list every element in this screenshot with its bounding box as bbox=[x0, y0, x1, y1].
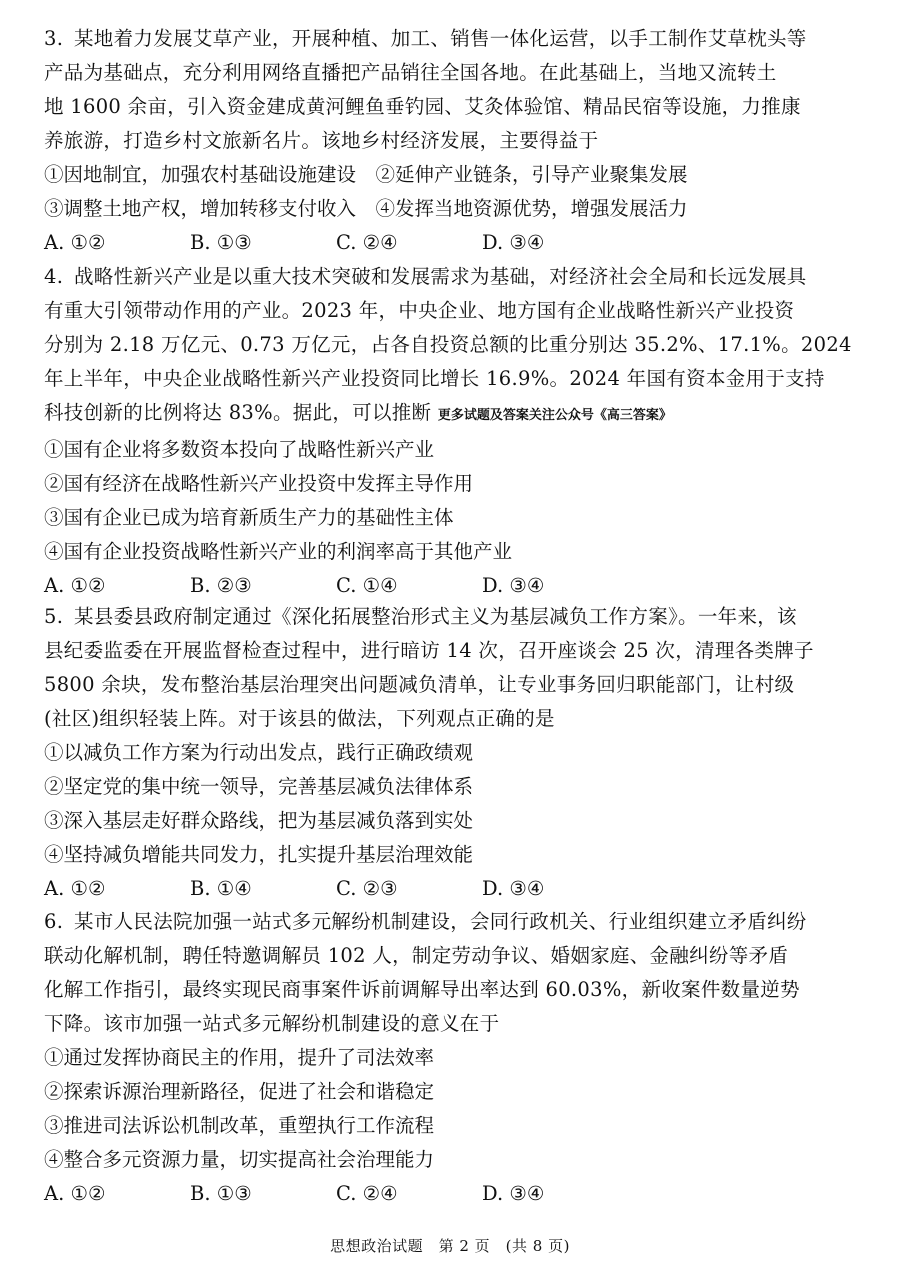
answer-choice-a: A. ①② bbox=[44, 1182, 106, 1205]
question-number: 4. bbox=[44, 265, 64, 288]
answer-choice-c: C. ②④ bbox=[336, 1182, 398, 1205]
question-stem-line: 联动化解机制，聘任特邀调解员 102 人，制定劳动争议、婚姻家庭、金融纠纷等矛盾 bbox=[44, 944, 789, 967]
answer-choice-d: D. ③④ bbox=[482, 1182, 545, 1205]
question-6 bbox=[44, 905, 880, 1211]
answer-choice-d: D. ③④ bbox=[482, 574, 545, 597]
statement-line: ②国有经济在战略性新兴产业投资中发挥主导作用 bbox=[44, 472, 474, 495]
question-stem-line: 产品为基础点，充分利用网络直播把产品销往全国各地。在此基础上，当地又流转土 bbox=[44, 61, 777, 84]
statement-line: ②探索诉源治理新路径，促进了社会和谐稳定 bbox=[44, 1080, 435, 1103]
answer-choices bbox=[44, 569, 880, 603]
question-stem-line: 分别为 2.18 万亿元、0.73 万亿元，占各自投资总额的比重分别达 35.2%、17.1%。2024 bbox=[44, 333, 852, 356]
answer-choice-a: A. ①② bbox=[44, 574, 106, 597]
answer-choices bbox=[44, 1177, 880, 1211]
watermark-text: 更多试题及答案关注公众号《高三答案》 bbox=[437, 408, 672, 423]
question-stem-line: 地 1600 余亩，引入资金建成黄河鲤鱼垂钓园、艾灸体验馆、精品民宿等设施，力推康 bbox=[44, 95, 801, 118]
question-5 bbox=[44, 600, 880, 906]
question-number: 6. bbox=[44, 910, 64, 933]
answer-choice-d: D. ③④ bbox=[482, 877, 545, 900]
answer-choice-d: D. ③④ bbox=[482, 231, 545, 254]
question-stem-line: 5. 某县委县政府制定通过《深化拓展整治形式主义为基层减负工作方案》。一年来，该 bbox=[44, 600, 880, 634]
answer-choice-c: C. ①④ bbox=[336, 574, 398, 597]
statement-line: ①通过发挥协商民主的作用，提升了司法效率 bbox=[44, 1046, 435, 1069]
answer-choices bbox=[44, 226, 880, 260]
question-stem-line: 县纪委监委在开展监督检查过程中，进行暗访 14 次，召开座谈会 25 次，清理各类牌子 bbox=[44, 639, 814, 662]
question-3 bbox=[44, 22, 880, 260]
answer-choice-b: B. ①③ bbox=[190, 1182, 252, 1205]
statement-line: ①因地制宜，加强农村基础设施建设 ②延伸产业链条，引导产业聚集发展 bbox=[44, 163, 688, 186]
statement-line: ①以减负工作方案为行动出发点，践行正确政绩观 bbox=[44, 741, 474, 764]
statement-line: ③推进司法诉讼机制改革，重塑执行工作流程 bbox=[44, 1114, 435, 1137]
question-number: 5. bbox=[44, 605, 64, 628]
answer-choice-c: C. ②④ bbox=[336, 231, 398, 254]
page-footer: 思想政治试题 第 2 页 (共 8 页) bbox=[330, 1237, 570, 1255]
question-stem-line: (社区)组织轻装上阵。对于该县的做法，下列观点正确的是 bbox=[44, 707, 555, 730]
statement-line: ④国有企业投资战略性新兴产业的利润率高于其他产业 bbox=[44, 540, 513, 563]
statement-line: ②坚定党的集中统一领导，完善基层减负法律体系 bbox=[44, 775, 474, 798]
answer-choice-b: B. ①③ bbox=[190, 231, 252, 254]
statement-line: ③调整土地产权，增加转移支付收入 ④发挥当地资源优势，增强发展活力 bbox=[44, 197, 688, 220]
question-stem-line: 年上半年，中央企业战略性新兴产业投资同比增长 16.9%。2024 年国有资本金用于支持 bbox=[44, 367, 825, 390]
question-stem-line: 养旅游，打造乡村文旅新名片。该地乡村经济发展，主要得益于 bbox=[44, 129, 599, 152]
question-stem-line: 下降。该市加强一站式多元解纷机制建设的意义在于 bbox=[44, 1012, 500, 1035]
question-stem-line: 科技创新的比例将达 83%。据此，可以推断 更多试题及答案关注公众号《高三答案》 bbox=[44, 401, 672, 424]
answer-choice-a: A. ①② bbox=[44, 231, 106, 254]
answer-choice-c: C. ②③ bbox=[336, 877, 398, 900]
answer-choice-b: B. ②③ bbox=[190, 574, 252, 597]
question-4 bbox=[44, 260, 880, 603]
question-stem-line: 4. 战略性新兴产业是以重大技术突破和发展需求为基础，对经济社会全局和长远发展具 bbox=[44, 260, 880, 294]
question-stem-line: 有重大引领带动作用的产业。2023 年，中央企业、地方国有企业战略性新兴产业投资 bbox=[44, 299, 795, 322]
statement-line: ③国有企业已成为培育新质生产力的基础性主体 bbox=[44, 506, 454, 529]
statement-line: ④整合多元资源力量，切实提高社会治理能力 bbox=[44, 1148, 435, 1171]
statement-line: ③深入基层走好群众路线，把为基层减负落到实处 bbox=[44, 809, 474, 832]
question-stem-line: 化解工作指引，最终实现民商事案件诉前调解导出率达到 60.03%，新收案件数量逆势 bbox=[44, 978, 800, 1001]
answer-choice-b: B. ①④ bbox=[190, 877, 252, 900]
question-number: 3. bbox=[44, 27, 64, 50]
statement-line: ④坚持减负增能共同发力，扎实提升基层治理效能 bbox=[44, 843, 474, 866]
question-stem-line: 5800 余块，发布整治基层治理突出问题减负清单，让专业事务回归职能部门，让村级 bbox=[44, 673, 795, 696]
question-stem-line: 3. 某地着力发展艾草产业，开展种植、加工、销售一体化运营，以手工制作艾草枕头等 bbox=[44, 22, 880, 56]
statement-line: ①国有企业将多数资本投向了战略性新兴产业 bbox=[44, 438, 435, 461]
question-stem-line: 6. 某市人民法院加强一站式多元解纷机制建设，会同行政机关、行业组织建立矛盾纠纷 bbox=[44, 905, 880, 939]
answer-choices bbox=[44, 872, 880, 906]
answer-choice-a: A. ①② bbox=[44, 877, 106, 900]
